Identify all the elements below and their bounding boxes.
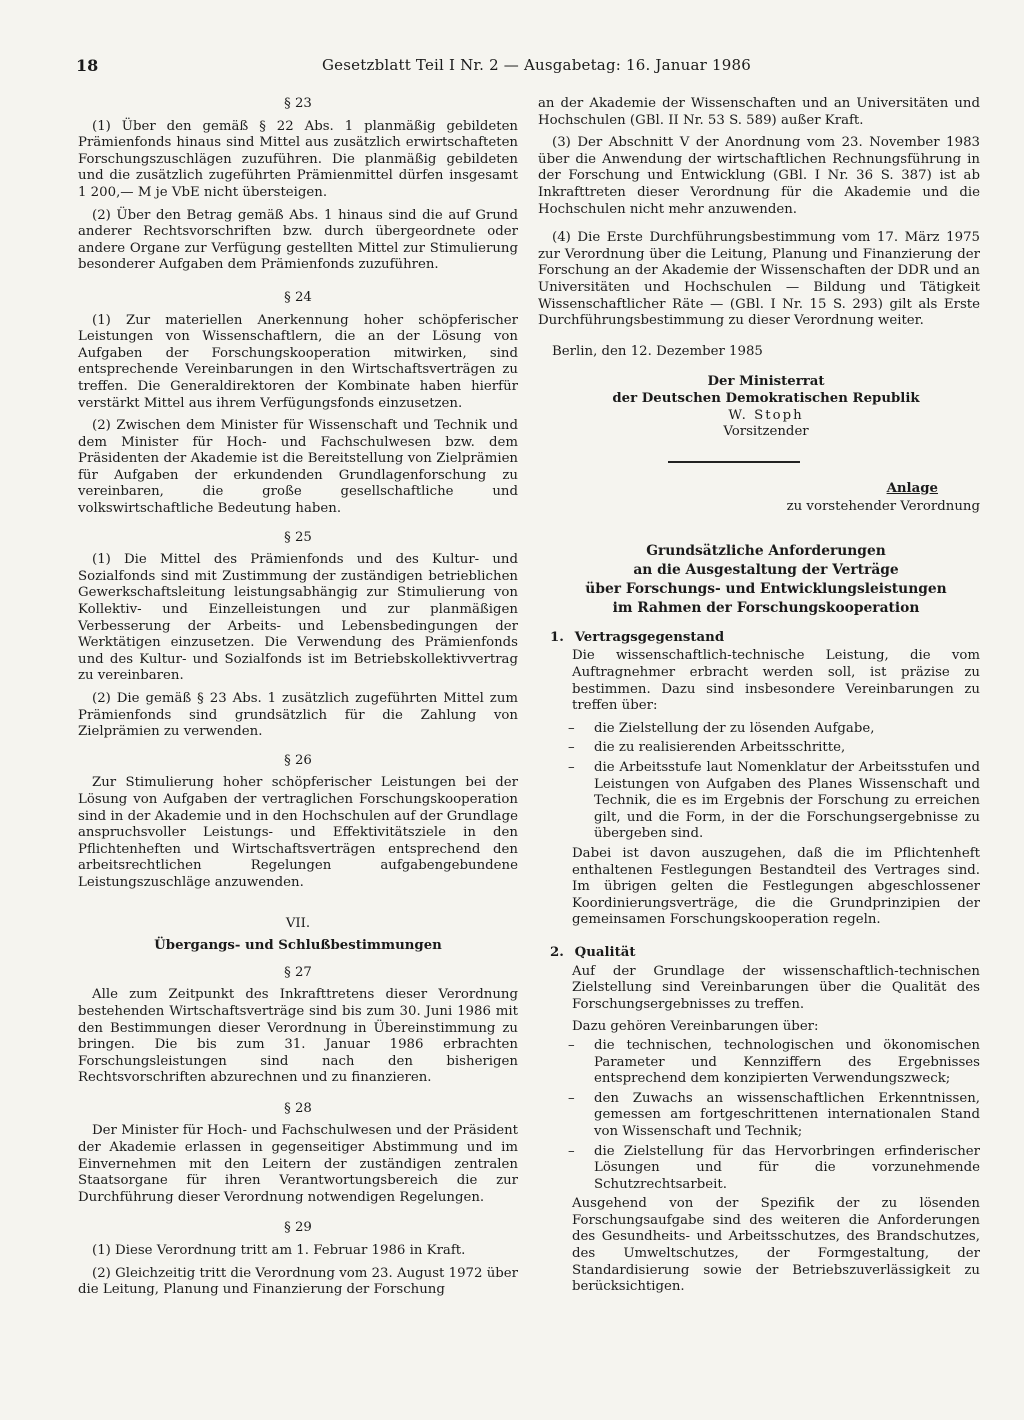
section-2-number: 2. xyxy=(550,944,564,960)
anlage-subtitle: zu vorstehender Verordnung xyxy=(786,499,980,515)
anlage-heading-line: über Forschungs- und Entwicklungsleistungen xyxy=(585,580,947,597)
section-1-list xyxy=(538,721,980,843)
p25-subsection-1: (1) Die Mittel des Prämienfonds und des Kultur- und Sozialfonds sind mit Zustimmung der zuständigen betrieblichen Gewerkschaftsleitung leistungsabhängig zur Stimulierung von Kollektiv- und Einzelleistungen und zur planmäßigen Verbesserung der Arbeits- und Lebensbedingungen der Werktätigen einzusetzen. Die Verwendung des Prämienfonds und des Kultur- und Sozialfonds ist im Betriebskollektivvertrag zu vereinbaren. xyxy=(78,552,518,684)
list-item: – die Arbeitsstufe laut Nomenklatur der Arbeitsstufen und Leistungen von Aufgaben des Planes Wissenschaft und Technik, die es im Ergebnis der Forschung zu erreichen gilt, und die Form, in der die Forschungsergebnisse zu übergeben sind. xyxy=(538,760,980,843)
date-line: Berlin, den 12. Dezember 1985 xyxy=(552,343,763,359)
section-2-intro-2: Dazu gehören Vereinbarungen über: xyxy=(572,1019,819,1035)
anlage-title: Anlage xyxy=(886,480,938,496)
signature-institution-line2: der Deutschen Demokratischen Republik xyxy=(612,390,920,406)
p23-subsection-1: (1) Über den gemäß § 22 Abs. 1 planmäßig gebildeten Prämienfonds hinaus sind Mittel aus zusätzlich erwirtschafteten Forschungszuschlägen zuzuführen. Die planmäßig gebildeten und die zusätzlich zugeführten Prämienmittel dürfen insgesamt 1 200,— M je VbE nicht übersteigen. xyxy=(78,118,518,200)
signature-institution-line1: Der Ministerrat xyxy=(707,374,825,390)
anlage-heading xyxy=(538,542,980,618)
paragraph-heading-25: § 25 xyxy=(284,529,312,545)
signature-block xyxy=(538,374,980,440)
p29-continuation: an der Akademie der Wissenschaften und an Universitäten und Hochschulen (GBl. II Nr. 53 S. 589) außer Kraft. xyxy=(538,96,980,128)
section-1-intro: Die wissenschaftlich-technische Leistung, die vom Auftragnehmer erbracht werden soll, ist präzise zu bestimmen. Dazu sind insbesondere Vereinbarungen zu treffen über: xyxy=(572,648,980,714)
paragraph-heading-26: § 26 xyxy=(284,752,312,768)
section-2-intro: Auf der Grundlage der wissenschaftlich-technischen Zielstellung sind Vereinbarungen über die Qualität des Forschungsergebnisses zu treffen. xyxy=(572,963,980,1012)
list-item: – die zu realisierenden Arbeitsschritte, xyxy=(538,740,980,757)
section-1-closing: Dabei ist davon auszugehen, daß die im Pflichtenheft enthaltenen Festlegungen Bestandteil des Vertrages sind. Im übrigen gelten die Festlegungen abgeschlossener Koordinierungsverträge, die die Grundprinzipien der gemeinsamen Forschungskooperation regeln. xyxy=(572,846,980,928)
p24-subsection-2: (2) Zwischen dem Minister für Wissenschaft und Technik und dem Minister für Hoch- und Fachschulwesen bzw. dem Präsidenten der Akademie ist die Bereitstellung von Zielprämien für Aufgaben der erkundenden Grundlagenforschung zu vereinbaren, die große gesellschaftliche und volkswirtschaftliche Bedeutung haben. xyxy=(78,418,518,517)
right-column xyxy=(538,96,980,1302)
page-header xyxy=(76,56,976,78)
p24-subsection-1: (1) Zur materiellen Anerkennung hoher schöpferischer Leistungen von Wissenschaftlern, die an der Lösung von Aufgaben der Forschungskooperation mitwirken, sind entsprechende Vereinbarungen in den Wirtschaftsverträgen zu treffen. Die Generaldirektoren der Kombinate haben hierfür verstärkt Mittel aus ihrem Verfügungsfonds einzusetzen. xyxy=(78,312,518,411)
list-item: – die technischen, technologischen und ökonomischen Parameter und Kennziffern des Ergebnisses entsprechend dem konzipierten Verwendungszweck; xyxy=(538,1038,980,1088)
p29-subsection-1: (1) Diese Verordnung tritt am 1. Februar 1986 in Kraft. xyxy=(92,1243,466,1259)
paragraph-heading-24: § 24 xyxy=(284,289,312,305)
p25-subsection-2: (2) Die gemäß § 23 Abs. 1 zusätzlich zugeführten Mittel zum Prämienfonds sind grundsätzlich für die Zahlung von Zielprämien zu verwenden. xyxy=(78,691,518,740)
left-column xyxy=(78,96,518,1305)
section-1-heading xyxy=(550,630,980,647)
list-item: – die Zielstellung der zu lösenden Aufgabe, xyxy=(538,721,980,738)
p27-text: Alle zum Zeitpunkt des Inkrafttretens dieser Verordnung bestehenden Wirtschaftsverträge sind bis zum 30. Juni 1986 mit den Bestimmungen dieser Verordnung in Übereinstimmung zu bringen. Die bis zum 31. Januar 1986 erbrachten Forschungsleistungen sind nach den bisherigen Rechtsvorschriften abzurechnen und zu finanzieren. xyxy=(78,987,518,1086)
section-2-list xyxy=(538,1038,980,1193)
anlage-heading-line: Grundsätzliche Anforderungen xyxy=(646,542,886,559)
paragraph-heading-23: § 23 xyxy=(284,96,312,111)
paragraph-heading-27: § 27 xyxy=(284,964,312,980)
paragraph-heading-28: § 28 xyxy=(284,1100,312,1116)
section-2-title: Qualität xyxy=(574,944,636,960)
p29-subsection-4: (4) Die Erste Durchführungsbestimmung vom 17. März 1975 zur Verordnung über die Leitung, Planung und Finanzierung der Forschung an der Akademie der Wissenschaften der DDR und an Universitäten und Hochschulen — Bildung und Tätigkeit Wissenschaftlicher Räte — (GBl. I Nr. 15 S. 293) gilt als Erste Durchführungsbestimmung zu dieser Verordnung weiter. xyxy=(538,230,980,329)
section-title: Übergangs- und Schlußbestimmungen xyxy=(154,938,442,954)
p26-text: Zur Stimulierung hoher schöpferischer Leistungen bei der Lösung von Aufgaben der vertraglichen Forschungskooperation sind in der Akademie und in den Hochschulen auf der Grundlage anspruchsvoller Leistungs- und Effektivitätsziele in den Pflichtenheften und Wirtschaftsverträgen entsprechend den arbeitsrechtlichen Regelungen aufgabengebundene Leistungszuschläge anzuwenden. xyxy=(78,775,518,890)
anlage-heading-line: im Rahmen der Forschungskooperation xyxy=(612,599,920,616)
signature-role: Vorsitzender xyxy=(723,424,809,440)
section-1-title: Vertragsgegenstand xyxy=(574,629,725,645)
divider-line xyxy=(668,461,800,463)
p29-subsection-2: (2) Gleichzeitig tritt die Verordnung vom 23. August 1972 über die Leitung, Planung und Finanzierung der Forschung xyxy=(78,1265,518,1298)
section-number: VII. xyxy=(285,915,311,931)
paragraph-heading-29: § 29 xyxy=(284,1220,312,1236)
running-title: Gesetzblatt Teil I Nr. 2 — Ausgabetag: 16. Januar 1986 xyxy=(322,56,751,74)
list-item: – den Zuwachs an wissenschaftlichen Erkenntnissen, gemessen am fortgeschrittenen internationalen Stand von Wissenschaft und Technik; xyxy=(538,1091,980,1141)
section-2-heading xyxy=(550,945,980,962)
section-1-number: 1. xyxy=(550,629,564,645)
anlage-heading-line: an die Ausgestaltung der Verträge xyxy=(633,561,899,578)
list-item: – die Zielstellung für das Hervorbringen erfinderischer Lösungen und für die vorzunehmende Schutzrechtsarbeit. xyxy=(538,1144,980,1194)
p29-subsection-3: (3) Der Abschnitt V der Anordnung vom 23. November 1983 über die Anwendung der wirtschaftlichen Rechnungsführung in der Forschung und Entwicklung (GBl. I Nr. 36 S. 387) ist ab Inkrafttreten dieser Verordnung für die Akademie und die Hochschulen nicht mehr anzuwenden. xyxy=(538,135,980,217)
p23-subsection-2: (2) Über den Betrag gemäß Abs. 1 hinaus sind die auf Grund anderer Rechtsvorschriften bzw. durch übergeordnete oder andere Organe zur Verfügung gestellten Mittel zur Stimulierung besonderer Aufgaben dem Prämienfonds zuzuführen. xyxy=(78,207,518,273)
p28-text: Der Minister für Hoch- und Fachschulwesen und der Präsident der Akademie erlassen in gegenseitiger Abstimmung und im Einvernehmen mit den Leitern der zuständigen zentralen Staatsorgane für ihren Verantwortungsbereich die zur Durchführung dieser Verordnung notwendigen Regelungen. xyxy=(78,1123,518,1205)
signature-name: W. Stoph xyxy=(728,407,804,423)
section-2-closing: Ausgehend von der Spezifik der zu lösenden Forschungsaufgabe sind des weiteren die Anforderungen des Gesundheits- und Arbeitsschutzes, des Brandschutzes, des Umweltschutzes, der Formgestaltung, der Standardisierung sowie der Betriebszuverlässigkeit zu berücksichtigen. xyxy=(572,1196,980,1295)
page-number: 18 xyxy=(76,56,99,75)
